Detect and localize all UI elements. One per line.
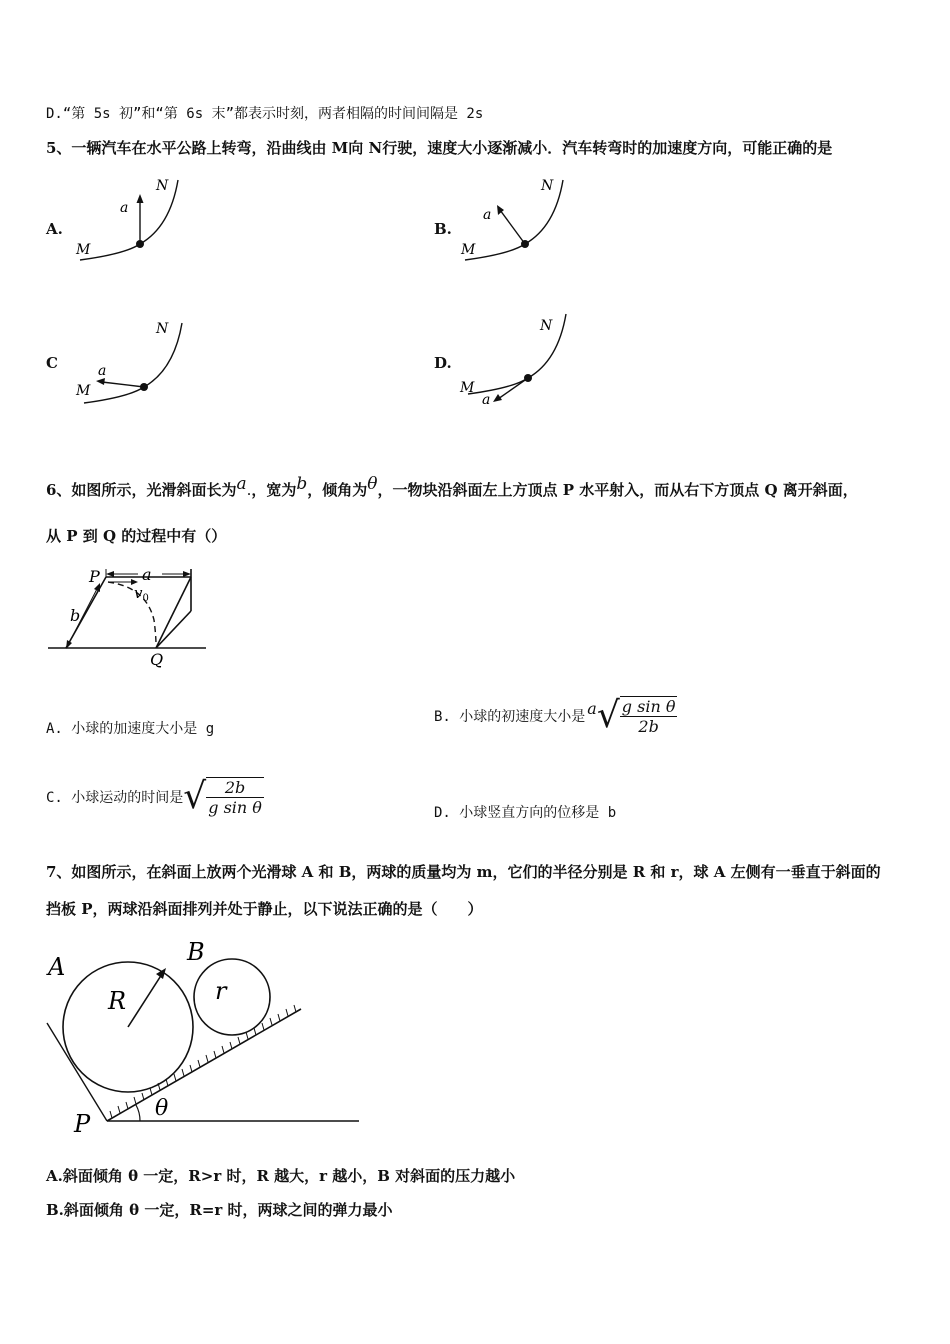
q5-figure-a xyxy=(70,172,190,272)
q6-option-b-denominator: 2b xyxy=(638,717,659,736)
q6-option-a: A. 小球的加速度大小是 g xyxy=(46,721,215,737)
q6-var-a: a xyxy=(236,474,247,494)
q6-var-b: b xyxy=(296,474,308,494)
q5-option-c-label: C xyxy=(46,354,58,372)
label-baffle-p: P xyxy=(74,1110,91,1138)
q6-option-d: D. 小球竖直方向的位移是 b xyxy=(434,805,617,821)
label-m: M xyxy=(76,242,91,258)
label-m: M xyxy=(460,380,475,396)
q5-option-d-label: D. xyxy=(434,354,452,372)
label-acc: a xyxy=(483,207,492,223)
q6-option-c: C. 小球运动的时间是 √ $\frac{2b}{\text{g sin θ}}$ xyxy=(46,776,262,817)
label-radius-r-big: R xyxy=(108,987,127,1015)
label-acc: a xyxy=(120,200,129,216)
q6-var-theta: θ xyxy=(367,474,378,494)
q6-option-b-numerator: g sin θ xyxy=(621,697,676,716)
q6-stem-part4: ，一物块沿斜面左上方顶点 P 水平射入，而从右下方顶点 Q 离开斜面， xyxy=(377,481,858,499)
label-q: Q xyxy=(150,650,164,669)
label-n: N xyxy=(156,321,169,337)
q6-stem-part2: ，宽为 xyxy=(251,481,297,499)
label-v: v xyxy=(134,584,143,602)
q6-option-c-numerator: 2b xyxy=(206,778,264,798)
q6-option-b: B. 小球的初速度大小是 a √ $\frac{\text{g sin θ}}{2b}$ xyxy=(434,695,676,736)
q5-figure-b xyxy=(455,172,575,272)
label-v0 xyxy=(134,584,149,604)
q7-stem-line2: 挡板 P，两球沿斜面排列并处于静止，以下说法正确的是（ ） xyxy=(46,900,483,918)
q7-stem-line1: 7、如图所示，在斜面上放两个光滑球 A 和 B，两球的质量均为 m，它们的半径分别是 R 和 r，球 A 左侧有一垂直于斜面的 xyxy=(46,863,881,881)
label-m: M xyxy=(76,383,91,399)
label-subscript-0: 0 xyxy=(142,593,149,604)
label-m: M xyxy=(461,242,476,258)
q6-stem-part1: 6、如图所示，光滑斜面长为 xyxy=(46,481,237,499)
label-acc: a xyxy=(482,392,491,408)
q5-option-b-label: B. xyxy=(434,220,452,238)
q6-stem-line2: 从 P 到 Q 的过程中有（） xyxy=(46,527,227,545)
q5-stem: 5、一辆汽车在水平公路上转弯，沿曲线由 M向 N行驶，速度大小逐渐减小．汽车转弯时的加速度方向，可能正确的是 xyxy=(46,139,833,157)
label-a: a xyxy=(142,565,152,584)
q6-figure xyxy=(46,565,216,675)
q5-figure-c xyxy=(74,315,194,415)
q6-stem-part3: ，倾角为 xyxy=(307,481,368,499)
q6-option-c-prefix: C. 小球运动的时间是 xyxy=(46,790,184,806)
label-n: N xyxy=(156,178,169,194)
label-p: P xyxy=(89,567,100,586)
label-n: N xyxy=(541,178,554,194)
label-theta: θ xyxy=(155,1096,169,1121)
label-ball-a: A xyxy=(48,953,66,981)
label-n: N xyxy=(540,318,553,334)
q5-figure-d xyxy=(458,306,578,406)
q5-option-a-label: A. xyxy=(46,220,63,238)
q7-option-b: B.斜面倾角 θ 一定，R=r 时，两球之间的弹力最小 xyxy=(46,1201,393,1219)
label-b: b xyxy=(70,606,81,625)
label-radius-r-small: r xyxy=(215,977,227,1005)
q4-option-d: D.“第 5s 初”和“第 6s 末”都表示时刻，两者相隔的时间间隔是 2s xyxy=(46,106,484,122)
q6-option-c-denominator: g sin θ xyxy=(208,798,262,817)
q7-figure xyxy=(44,935,364,1140)
q6-option-b-prefix: B. 小球的初速度大小是 xyxy=(434,709,586,725)
q7-option-a: A.斜面倾角 θ 一定，R>r 时，R 越大，r 越小，B 对斜面的压力越小 xyxy=(46,1167,516,1185)
label-ball-b: B xyxy=(187,938,205,966)
label-acc: a xyxy=(98,363,107,379)
q6-stem: 6、如图所示，光滑斜面长为$^a$.，宽为$^b$，倾角为$^\theta$，一物块沿斜面左上方顶点 P 水平射入，而从右下方顶点 Q 离开斜面， xyxy=(46,474,858,499)
